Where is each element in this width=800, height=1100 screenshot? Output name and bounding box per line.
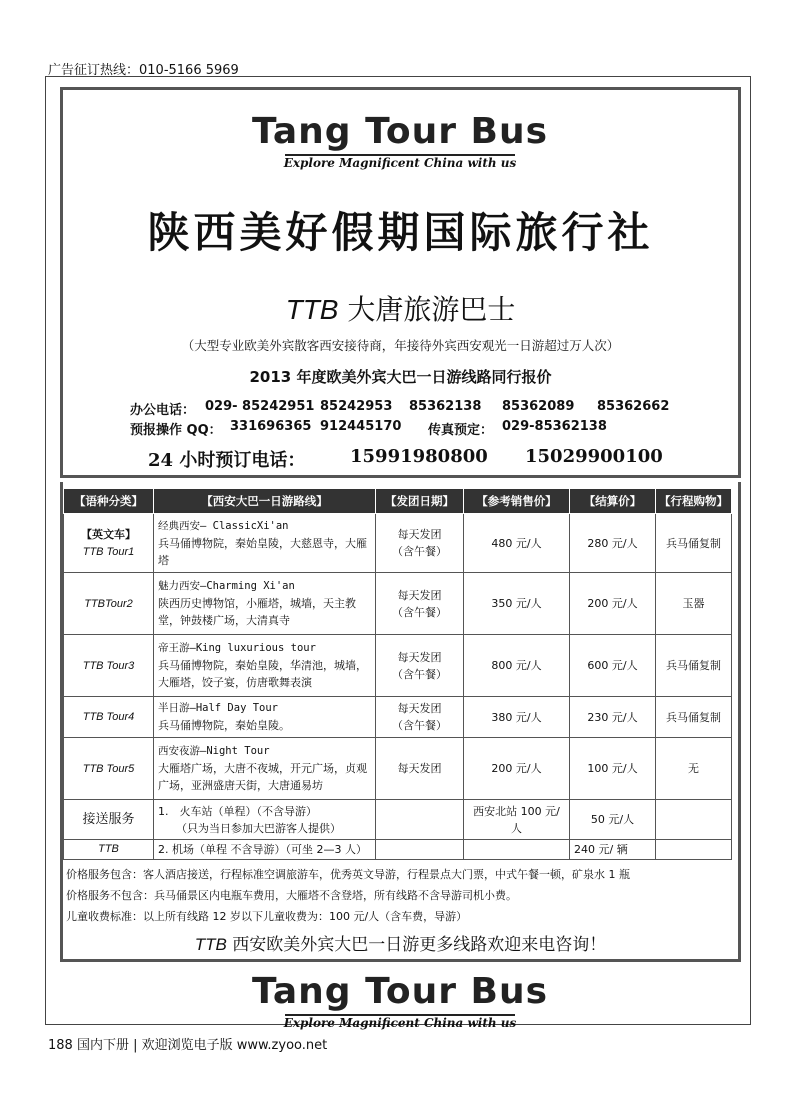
col-header: 【结算价】	[570, 489, 656, 514]
shopping: 兵马俑复制	[656, 635, 732, 697]
empty-cell	[464, 840, 570, 860]
route-cell	[154, 514, 376, 573]
empty-cell	[376, 840, 464, 860]
office-phone: 85362138	[409, 399, 482, 414]
col-header: 【行程购物】	[656, 489, 732, 514]
table-row	[64, 635, 732, 697]
route-title: 半日游—Half Day Tour	[158, 702, 279, 714]
retail-price: 200 元/人	[464, 738, 570, 800]
office-phone: 85362662	[597, 399, 670, 414]
table-header-row	[64, 489, 732, 514]
shopping: 无	[656, 738, 732, 800]
logo-wordmark: Tang Tour Bus	[251, 111, 549, 152]
qq-number: 331696365	[230, 419, 312, 434]
transfer-item	[154, 800, 376, 840]
shopping: 玉器	[656, 573, 732, 635]
route-title: 魅力西安—Charming Xi'an	[158, 580, 295, 592]
transfer-retail: 西安北站 100 元/人	[464, 800, 570, 840]
qq-label: 预报操作 QQ：	[130, 423, 222, 438]
price-title: 2013 年度欧美外宾大巴一日游线路同行报价	[249, 368, 552, 386]
retail-price: 480 元/人	[464, 514, 570, 573]
category-top: 【英文车】	[81, 527, 136, 541]
footer-headline-text: 西安欧美外宾大巴一日游更多线路欢迎来电咨询！	[232, 935, 607, 955]
ttb-mark: TTB	[285, 294, 339, 325]
date: 每天发团	[397, 702, 442, 715]
date: 每天发团	[397, 528, 442, 541]
retail-price: 380 元/人	[464, 697, 570, 738]
settle-price: 200 元/人	[570, 573, 656, 635]
date-cell	[376, 697, 464, 738]
office-phone-label: 办公电话：	[130, 403, 196, 418]
brand-subtitle	[60, 288, 741, 328]
category-cell	[64, 738, 154, 800]
date-note: （含午餐）	[392, 667, 447, 681]
route-detail: 大雁塔广场，大唐不夜城，开元广场，贞观广场，亚洲盛唐天街，大唐通易坊	[158, 762, 367, 792]
route-detail: 兵马俑博物院，秦始皇陵。	[158, 719, 290, 732]
table-row	[64, 514, 732, 573]
office-phone: 85242953	[320, 399, 393, 414]
route-cell	[154, 738, 376, 800]
route-detail: 兵马俑博物院，秦始皇陵，大慈恩寺，大雁塔	[158, 536, 367, 567]
settle-price: 280 元/人	[570, 514, 656, 573]
table-row	[64, 573, 732, 635]
retail-price: 800 元/人	[464, 635, 570, 697]
settle-price: 600 元/人	[570, 635, 656, 697]
route-title: 经典西安— ClassicXi'an	[158, 519, 289, 532]
price-table	[63, 488, 731, 860]
date-note: （含午餐）	[392, 719, 447, 732]
date-cell	[376, 738, 464, 800]
date: 每天发团	[397, 588, 442, 602]
col-header: 【西安大巴一日游路线】	[154, 489, 376, 514]
hotline-24h-number: 15991980800	[350, 446, 488, 467]
date: 每天发团	[397, 650, 442, 664]
route-title: 帝王游—King luxurious tour	[158, 642, 316, 654]
category: TTB Tour4	[82, 711, 135, 723]
route-cell	[154, 635, 376, 697]
agency-name: 陕西美好假期国际旅行社	[147, 208, 654, 257]
transfer-label: 接送服务	[64, 800, 154, 840]
category-cell	[64, 635, 154, 697]
transfer-item-1-note: （只为当日参加大巴游客人提供）	[176, 821, 341, 835]
fax-label: 传真预定：	[428, 423, 494, 438]
route-title: 西安夜游—Night Tour	[158, 745, 270, 757]
office-phone: 029- 85242951	[205, 399, 315, 414]
office-phone: 85362089	[502, 399, 575, 414]
transfer-settle: 50 元/人	[570, 800, 656, 840]
route-detail: 兵马俑博物院，秦始皇陵，华清池，城墙，大雁塔，饺子宴，仿唐歌舞表演	[158, 659, 367, 689]
notes-included: 价格服务包含：客人酒店接送，行程标准空调旅游车，优秀英文导游，行程景点大门票，中式午餐一顿，矿泉水 1 瓶	[66, 868, 630, 881]
date-cell	[376, 635, 464, 697]
category-cell	[64, 514, 154, 573]
date-note: （含午餐）	[392, 605, 447, 619]
category-cell	[64, 697, 154, 738]
logo-wordmark: Tang Tour Bus	[251, 971, 549, 1012]
ttb-mark: TTB	[194, 935, 227, 954]
category: TTBTour2	[84, 597, 133, 610]
shopping: 兵马俑复制	[656, 514, 732, 573]
brand-logo-bottom	[0, 972, 800, 1030]
route-detail: 陕西历史博物馆，小雁塔，城墙，天主教堂，钟鼓楼广场，大清真寺	[158, 597, 356, 627]
qq-number: 912445170	[320, 419, 402, 434]
intro-note: （大型专业欧美外宾散客西安接待商，年接待外宾西安观光一日游超过万人次）	[181, 338, 620, 353]
date-note: （含午餐）	[392, 545, 447, 558]
footer-headline	[60, 930, 741, 955]
logo-tagline: Explore Magnificent China with us	[283, 1016, 517, 1030]
fax-number: 029-85362138	[502, 419, 607, 434]
page-footer: 188 国内下册 | 欢迎浏览电子版 www.zyoo.net	[48, 1038, 328, 1053]
category: TTB Tour3	[82, 659, 135, 672]
brand-subtitle-text: 大唐旅游巴士	[347, 293, 516, 326]
transfer-item-1: 1. 火车站（单程）（不含导游）	[158, 804, 317, 818]
shopping: 兵马俑复制	[656, 697, 732, 738]
category-cell	[64, 573, 154, 635]
empty-cell	[656, 800, 732, 840]
notes-excluded: 价格服务不包含：兵马俑景区内电瓶车费用，大雁塔不含登塔，所有线路不含导游司机小费。	[66, 889, 517, 902]
notes-children: 儿童收费标准：以上所有线路 12 岁以下儿童收费为：100 元/人（含车费，导游）	[66, 910, 468, 923]
category: TTB Tour1	[82, 545, 135, 558]
brand-logo-top	[0, 112, 800, 170]
table-row	[64, 697, 732, 738]
col-header: 【参考销售价】	[464, 489, 570, 514]
ad-hotline: 广告征订热线：010-5166 5969	[48, 63, 239, 78]
empty-cell	[376, 800, 464, 840]
transfer-settle-2: 240 元/ 辆	[570, 840, 656, 860]
settle-price: 100 元/人	[570, 738, 656, 800]
date-cell	[376, 514, 464, 573]
route-cell	[154, 697, 376, 738]
empty-cell	[656, 840, 732, 860]
transfer-label-2: TTB	[64, 840, 154, 860]
category: TTB Tour5	[82, 762, 135, 775]
route-cell	[154, 573, 376, 635]
col-header: 【发团日期】	[376, 489, 464, 514]
date: 每天发团	[397, 762, 442, 775]
col-header: 【语种分类】	[64, 489, 154, 514]
transfer-item-2: 2. 机场（单程 不含导游）（可坐 2—3 人）	[154, 840, 376, 860]
table-row	[64, 738, 732, 800]
hotline-24h-label: 24 小时预订电话：	[148, 450, 306, 471]
date-cell	[376, 573, 464, 635]
table-row	[64, 800, 732, 840]
logo-tagline: Explore Magnificent China with us	[283, 156, 517, 170]
retail-price: 350 元/人	[464, 573, 570, 635]
settle-price: 230 元/人	[570, 697, 656, 738]
hotline-24h-number: 15029900100	[525, 446, 663, 467]
table-row	[64, 840, 732, 860]
